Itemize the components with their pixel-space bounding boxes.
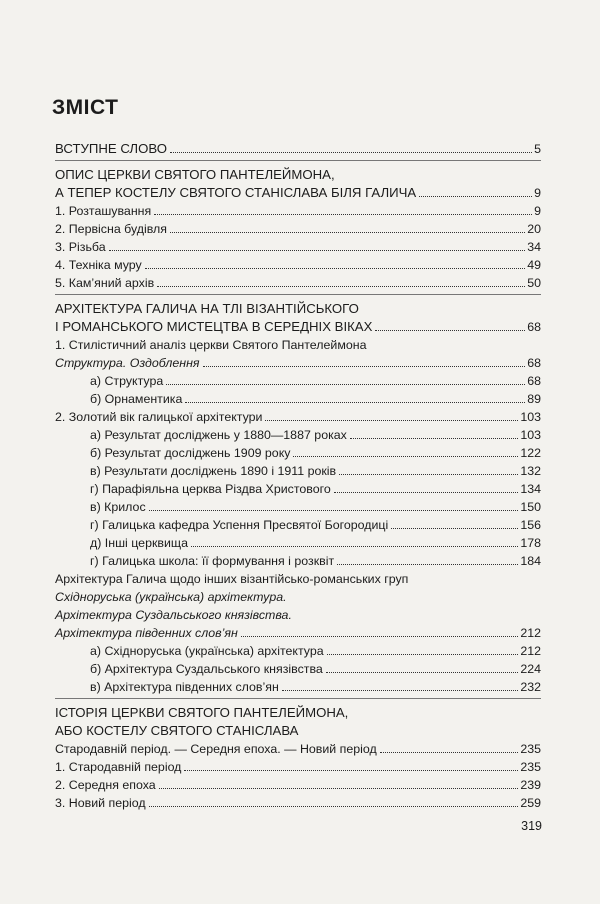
dot-leader: [149, 510, 519, 511]
toc-entry-page: 224: [520, 662, 541, 676]
toc-entry: [55, 534, 541, 552]
section-heading-line: ОПИС ЦЕРКВИ СВЯТОГО ПАНТЕЛЕЙМОНА,: [55, 167, 335, 182]
toc-entry: [55, 794, 541, 812]
dot-leader: [337, 564, 518, 565]
toc-entry-page: 103: [520, 410, 541, 424]
toc-entry-label: 2. Середня епоха: [55, 778, 156, 792]
toc-entry: [55, 444, 541, 462]
toc-entry-page: 89: [527, 392, 541, 406]
toc-entry: [55, 202, 541, 220]
toc-entry-label: 2. Золотий вік галицької архітектури: [55, 410, 263, 424]
toc-entry: [55, 740, 541, 758]
toc-entry: [55, 354, 541, 372]
toc-entry-page: 68: [527, 356, 541, 370]
dot-leader: [327, 654, 519, 655]
dot-leader: [375, 330, 525, 331]
toc-entry-page: 34: [527, 240, 541, 254]
section-rule: [55, 294, 541, 295]
toc-entry: [55, 480, 541, 498]
toc-entry-page: 5: [534, 142, 541, 156]
dot-leader: [184, 770, 518, 771]
toc-entry-label: а) Структура: [90, 374, 164, 388]
dot-leader: [293, 456, 518, 457]
dot-leader: [334, 492, 519, 493]
toc-entry-label: б) Результат досліджень 1909 року: [90, 446, 291, 460]
toc-entry-page: 239: [520, 778, 541, 792]
dot-leader: [109, 250, 526, 251]
toc-entry: [55, 758, 541, 776]
table-of-contents: [55, 140, 541, 812]
toc-entry-page: 49: [527, 258, 541, 272]
toc-entry-page: 50: [527, 276, 541, 290]
toc-entry: [55, 184, 541, 202]
dot-leader: [185, 402, 525, 403]
toc-entry-page: 178: [520, 536, 541, 550]
toc-entry: [55, 462, 541, 480]
toc-entry: [55, 372, 541, 390]
toc-entry-page: 212: [520, 626, 541, 640]
section-heading-line: ІСТОРІЯ ЦЕРКВИ СВЯТОГО ПАНТЕЛЕЙМОНА,: [55, 705, 349, 720]
toc-entry: [55, 274, 541, 292]
toc-entry: [55, 238, 541, 256]
toc-entry-label: в) Архітектура південних слов’ян: [90, 680, 279, 694]
toc-entry-page: 156: [520, 518, 541, 532]
toc-entry-page: 150: [520, 500, 541, 514]
toc-entry-label: Структура. Оздоблення: [55, 356, 200, 370]
toc-entry-page: 132: [520, 464, 541, 478]
section-heading-line: АБО КОСТЕЛУ СВЯТОГО СТАНІСЛАВА: [55, 723, 299, 738]
toc-entry-label: в) Результати досліджень 1890 і 1911 років: [90, 464, 337, 478]
toc-entry-page: 235: [520, 742, 541, 756]
dot-leader: [265, 420, 518, 421]
toc-entry-page: 103: [520, 428, 541, 442]
toc-text-line: Архітектура Суздальського князівства.: [55, 608, 292, 622]
toc-entry: [55, 552, 541, 570]
dot-leader: [154, 214, 532, 215]
toc-entry-label: б) Орнаментика: [90, 392, 183, 406]
toc-entry-page: 212: [520, 644, 541, 658]
dot-leader: [380, 752, 519, 753]
toc-entry-label: г) Галицька кафедра Успення Пресвятої Богородиці: [90, 518, 389, 532]
toc-entry-page: 232: [520, 680, 541, 694]
toc-entry: [55, 408, 541, 426]
toc-entry: [55, 624, 541, 642]
dot-leader: [170, 232, 525, 233]
dot-leader: [339, 474, 518, 475]
toc-entry-label: 4. Техніка муру: [55, 258, 142, 272]
toc-entry: [55, 776, 541, 794]
toc-entry-label: а) Результат досліджень у 1880—1887 роках: [90, 428, 347, 442]
toc-entry: [55, 426, 541, 444]
page-title: ЗМІСТ: [52, 96, 119, 119]
toc-entry-label: б) Архітектура Суздальського князівства: [90, 662, 323, 676]
toc-entry: [55, 140, 541, 158]
toc-entry: [55, 642, 541, 660]
toc-entry-page: 9: [534, 204, 541, 218]
toc-entry-label: ВСТУПНЕ СЛОВО: [55, 141, 167, 156]
toc-entry: [55, 660, 541, 678]
toc-entry: [55, 220, 541, 238]
toc-entry-label: А ТЕПЕР КОСТЕЛУ СВЯТОГО СТАНІСЛАВА БІЛЯ ГАЛИЧА: [55, 185, 417, 200]
toc-entry-page: 9: [534, 186, 541, 200]
toc-entry-label: г) Галицька школа: її формування і розквіт: [90, 554, 335, 568]
toc-entry-label: Архітектура південних слов’ян: [55, 626, 238, 640]
toc-entry: [55, 256, 541, 274]
toc-entry-label: Стародавній період. — Середня епоха. — Новий період: [55, 742, 377, 756]
toc-entry-page: 235: [520, 760, 541, 774]
toc-entry-label: 3. Новий період: [55, 796, 146, 810]
section-rule: [55, 698, 541, 699]
toc-entry-label: 5. Кам’яний архів: [55, 276, 155, 290]
toc-entry: [55, 318, 541, 336]
toc-entry-page: 184: [520, 554, 541, 568]
toc-entry-label: 2. Первісна будівля: [55, 222, 167, 236]
toc-entry-page: 122: [520, 446, 541, 460]
toc-entry: [55, 390, 541, 408]
toc-entry-label: 3. Різьба: [55, 240, 106, 254]
dot-leader: [145, 268, 525, 269]
section-rule: [55, 160, 541, 161]
dot-leader: [191, 546, 518, 547]
toc-entry-page: 68: [527, 320, 541, 334]
toc-entry-page: 134: [520, 482, 541, 496]
dot-leader: [391, 528, 518, 529]
toc-entry-label: 1. Стародавній період: [55, 760, 182, 774]
dot-leader: [166, 384, 525, 385]
dot-leader: [241, 636, 519, 637]
toc-entry-page: 259: [520, 796, 541, 810]
toc-text-line: Східноруська (українська) архітектура.: [55, 590, 287, 604]
toc-entry-label: І РОМАНСЬКОГО МИСТЕЦТВА В СЕРЕДНІХ ВІКАХ: [55, 319, 373, 334]
dot-leader: [159, 788, 519, 789]
toc-text-line: Архітектура Галича щодо інших візантійсько-романських груп: [55, 572, 409, 586]
section-heading-line: АРХІТЕКТУРА ГАЛИЧА НА ТЛІ ВІЗАНТІЙСЬКОГО: [55, 301, 359, 316]
page-number: 319: [521, 819, 542, 833]
toc-entry-label: д) Інші церквища: [90, 536, 188, 550]
toc-entry: [55, 678, 541, 696]
toc-entry-label: 1. Розташування: [55, 204, 152, 218]
dot-leader: [282, 690, 519, 691]
toc-entry-label: в) Крилос: [90, 500, 146, 514]
dot-leader: [350, 438, 518, 439]
dot-leader: [157, 286, 525, 287]
dot-leader: [149, 806, 519, 807]
toc-entry: [55, 498, 541, 516]
toc-text-line: 1. Стилістичний аналіз церкви Святого Пантелеймона: [55, 338, 367, 352]
dot-leader: [203, 366, 526, 367]
dot-leader: [419, 196, 532, 197]
toc-entry-label: а) Східноруська (українська) архітектура: [90, 644, 324, 658]
toc-entry-page: 20: [527, 222, 541, 236]
toc-entry: [55, 516, 541, 534]
dot-leader: [170, 152, 532, 153]
dot-leader: [326, 672, 519, 673]
toc-entry-label: г) Парафіяльна церква Різдва Христового: [90, 482, 331, 496]
toc-entry-page: 68: [527, 374, 541, 388]
